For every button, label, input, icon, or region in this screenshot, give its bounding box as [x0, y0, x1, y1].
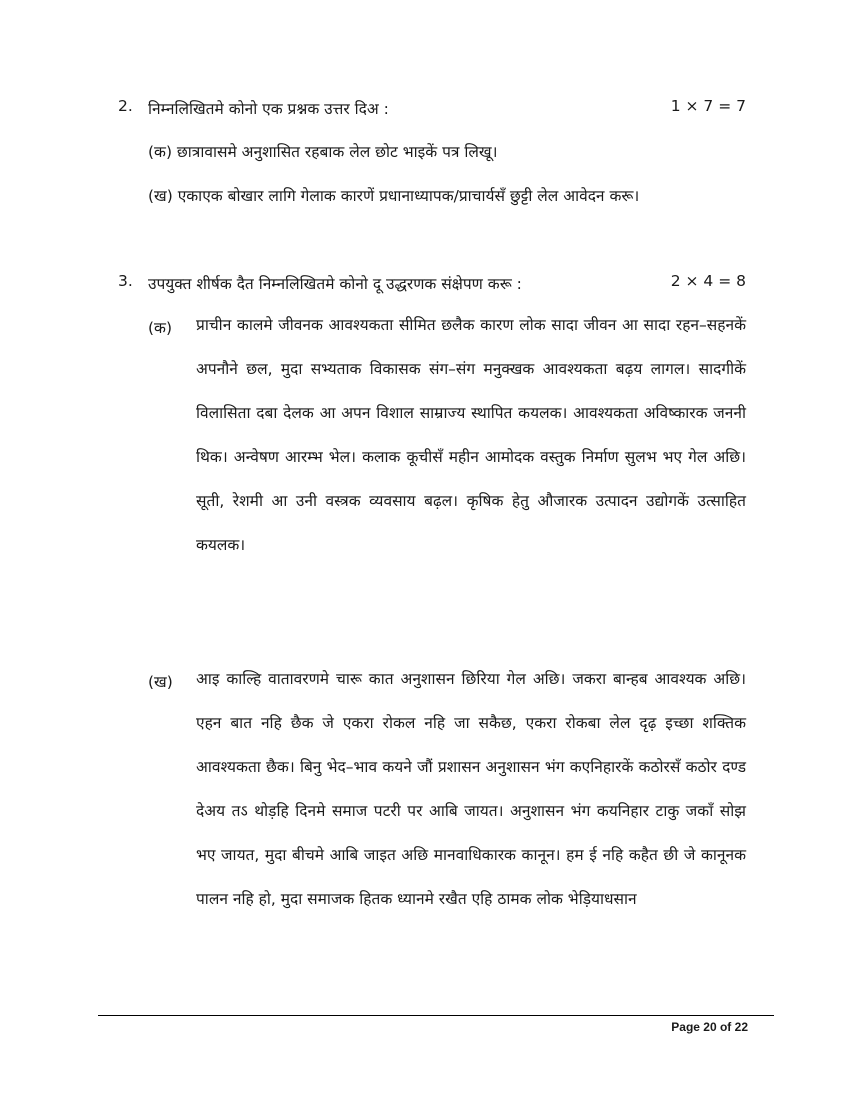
- passage-ka-label: (क): [148, 319, 172, 337]
- question-number: 2.: [118, 97, 133, 115]
- page-number: Page 20 of 22: [671, 1020, 748, 1034]
- question-marks: 1 × 7 = 7: [670, 97, 746, 115]
- passage-kha-text: आइ काल्हि वातावरणमे चारू कात अनुशासन छिरिया गेल अछि। जकरा बान्हब आवश्यक अछि। एहन बात नहि छैक जे एकरा रोकल नहि जा सकैछ, एकरा रोकबा लेल दृढ़ इच्छा शक्तिक आवश्यकता छैक। बिनु भेद–भाव कयने जौं प्रशासन अनुशासन भंग कएनिहारकें कठोरसँ कठोर दण्ड देअय तऽ थोड़हि दिनमे समाज पटरी पर आबि जायत। अनुशासन भंग कयनिहार टाकु जकाँ सोझ भए जायत, मुदा बीचमे आबि जाइत अछि मानवाधिकारक कानून। हम ई नहि कहैत छी जे कानूनक पालन नहि हो, मुदा समाजक हितक ध्यानमे रखैत एहि ठामक लोक भेड़ियाधसान: [196, 670, 746, 908]
- question-prompt: निम्नलिखितमे कोनो एक प्रश्नक उत्तर दिअ :: [148, 100, 389, 118]
- passage-kha-label: (ख): [148, 673, 173, 691]
- question-number: 3.: [118, 272, 133, 290]
- question-marks: 2 × 4 = 8: [670, 272, 746, 290]
- option-ka: (क) छात्रावासमे अनुशासित रहबाक लेल छोट भाइकें पत्र लिखू।: [148, 143, 498, 161]
- footer-divider: [98, 1015, 774, 1016]
- passage-ka-text: प्राचीन कालमे जीवनक आवश्यकता सीमित छलैक कारण लोक सादा जीवन आ सादा रहन–सहनकें अपनौने छल, मुदा सभ्यताक विकासक संग–संग मनुक्खक आवश्यकता बढ़य लागल। सादगीकें विलासिता दबा देलक आ अपन विशाल साम्राज्य स्थापित कयलक। आवश्यकता अविष्कारक जननी थिक। अन्वेषण आरम्भ भेल। कलाक कूचीसँ महीन आमोदक वस्तुक निर्माण सुलभ भए गेल अछि। सूती, रेशमी आ उनी वस्त्रक व्यवसाय बढ़ल। कृषिक हेतु औजारक उत्पादन उद्योगकें उत्साहित कयलक।: [196, 316, 746, 554]
- question-prompt: उपयुक्त शीर्षक दैत निम्नलिखितमे कोनो दू उद्धरणक संक्षेपण करू :: [148, 275, 522, 293]
- option-kha: (ख) एकाएक बोखार लागि गेलाक कारणें प्रधानाध्यापक/प्राचार्यसँ छुट्टी लेल आवेदन करू।: [148, 187, 640, 205]
